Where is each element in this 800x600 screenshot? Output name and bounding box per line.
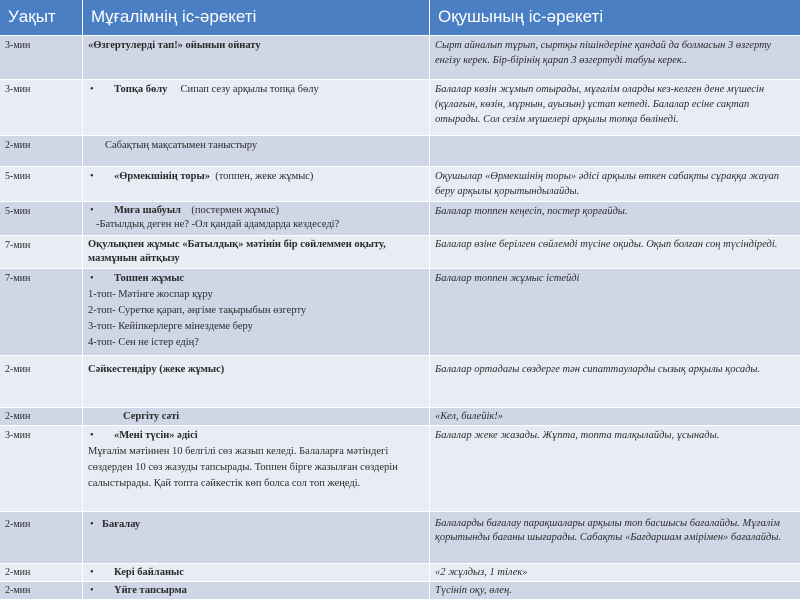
bullet-marker: •	[90, 567, 94, 578]
header-teacher: Мұғалімнің іс-әрекеті	[83, 0, 430, 35]
teacher-description: Мұғалім мәтіннен 10 белгілі сөз жазып келеді. Балаларға мәтіндегі сөздерден 10 сөз жазуды тапсырады. Топпен бірге жазылған сөздерін салыстырады. Қай топта сәйкестік көп болса сол топ жеңеді.	[88, 446, 398, 489]
table-row	[0, 426, 800, 512]
teacher-note: Сипап сезу арқылы топқа бөлу	[180, 84, 319, 95]
table-row	[0, 236, 800, 269]
teacher-note: (топпен, жеке жұмыс)	[215, 171, 314, 182]
time-cell: 2-мин	[0, 136, 83, 166]
teacher-cell	[83, 564, 430, 581]
bullet-marker: •	[90, 171, 94, 182]
bullet-marker: •	[90, 84, 94, 95]
student-cell: Балалар ортадағы сөздерге тән сипаттауларды сызық арқылы қосады.	[435, 364, 761, 375]
teacher-cell	[83, 80, 430, 135]
teacher-cell: Сабақтың мақсатымен таныстыру	[83, 136, 430, 166]
student-cell: «2 жұлдыз, 1 тілек»	[435, 567, 528, 578]
student-cell: Балалар өзіне берілген сөйлемді түсіне оқиды. Оқып болған соң түсіндіреді.	[435, 239, 778, 250]
teacher-cell	[83, 167, 430, 201]
teacher-cell	[83, 202, 430, 235]
table-row	[0, 136, 800, 167]
time-cell: 3-мин	[0, 36, 83, 79]
teacher-cell	[83, 269, 430, 355]
bullet-marker: •	[90, 273, 94, 284]
student-cell: Түсініп оқу, өлең.	[435, 585, 512, 596]
table-header	[0, 0, 800, 36]
table-row	[0, 167, 800, 202]
time-cell: 7-мин	[0, 236, 83, 268]
teacher-cell: Сергіту сәті	[83, 408, 430, 425]
table-row	[0, 408, 800, 426]
header-time: Уақыт	[0, 0, 83, 35]
time-cell: 2-мин	[0, 564, 83, 581]
teacher-cell	[83, 426, 430, 511]
student-cell: Балалар көзін жұмып отырады, мұғалім оларды кез-келген дене мүшесін (құлағын, көзін, мұрнын, ауызын) ұстап кетеді. Балалар есіне сақтап отырады. Сол сезім мүшелері арқылы топқа бөлінеді.	[435, 84, 765, 125]
bullet-marker: •	[90, 519, 94, 530]
time-cell: 7-мин	[0, 269, 83, 355]
table-row	[0, 356, 800, 408]
teacher-cell: Оқулықпен жұмыс «Батылдық» мәтінін бір сөйлеммен оқыту, мазмұнын айтқызу	[83, 236, 430, 268]
teacher-title: Миға шабуыл	[114, 205, 181, 216]
time-cell: 5-мин	[0, 202, 83, 235]
teacher-title: Топпен жұмыс	[114, 273, 185, 284]
teacher-cell	[83, 512, 430, 563]
teacher-title: Кері байланыс	[114, 567, 184, 578]
student-cell: Оқушылар «Өрмекшінің торы» әдісі арқылы өткен сабақты сұраққа жауап беру арқылы қорытындылайды.	[435, 171, 780, 197]
teacher-note: (постермен жұмыс)	[191, 205, 279, 216]
teacher-cell: Сәйкестендіру (жеке жұмыс)	[83, 356, 430, 407]
group-task: 3-топ- Кейіпкерлерге мінездеме беру	[88, 321, 253, 332]
teacher-questions: -Батылдық деген не? -Ол қандай адамдарда кездеседі?	[96, 219, 340, 230]
table-row	[0, 202, 800, 236]
time-cell: 2-мин	[0, 582, 83, 599]
bullet-marker: •	[90, 585, 94, 596]
time-cell: 2-мин	[0, 356, 83, 407]
teacher-cell	[83, 582, 430, 599]
student-cell: Балалар жеке жазады. Жұпта, топта талқылайды, ұсынады.	[435, 430, 720, 441]
teacher-title: Бағалау	[102, 519, 141, 530]
teacher-title: «Өрмекшінің торы»	[114, 171, 210, 182]
teacher-cell: «Өзгертулерді тап!» ойынын ойнату	[83, 36, 430, 79]
teacher-title: «Мені түсін» әдісі	[114, 430, 198, 441]
time-cell: 5-мин	[0, 167, 83, 201]
student-cell: Балалар топпен кеңесіп, постер қорғайды.	[435, 206, 628, 217]
student-cell: Балаларды бағалау парақшалары арқылы топ басшысы бағалайды. Мұғалім қорытынды бағаны шығарады. Сабақты «Бағдаршам әмірімен» бағалайды.	[435, 518, 782, 543]
group-task: 4-топ- Сен не істер едің?	[88, 337, 199, 348]
table-row	[0, 36, 800, 80]
bullet-marker: •	[90, 430, 94, 441]
header-student: Оқушының іс-әрекеті	[438, 7, 604, 26]
teacher-title: Үйге тапсырма	[114, 585, 187, 596]
time-cell: 3-мин	[0, 80, 83, 135]
table-row	[0, 80, 800, 136]
table-row	[0, 582, 800, 600]
table-row	[0, 512, 800, 564]
student-cell	[430, 136, 800, 166]
bullet-marker: •	[90, 205, 94, 216]
teacher-title: Топқа бөлу	[114, 84, 168, 95]
time-cell: 2-мин	[0, 512, 83, 563]
student-cell: «Кел, билейік!»	[435, 411, 504, 422]
table-row	[0, 269, 800, 356]
group-task: 1-топ- Мәтінге жоспар құру	[88, 289, 213, 300]
table-row	[0, 564, 800, 582]
student-cell: Балалар топпен жұмыс істейді	[435, 273, 580, 284]
group-task: 2-топ- Суретке қарап, әңгіме тақырыбын өзгерту	[88, 305, 307, 316]
time-cell: 3-мин	[0, 426, 83, 511]
time-cell: 2-мин	[0, 408, 83, 425]
student-cell: Сырт айналып тұрып, сыртқы пішіндеріне қандай да болмасын 3 өзгерту енгізу керек. Бір-бірінің қарап 3 өзгертуді табуы керек..	[435, 40, 772, 66]
